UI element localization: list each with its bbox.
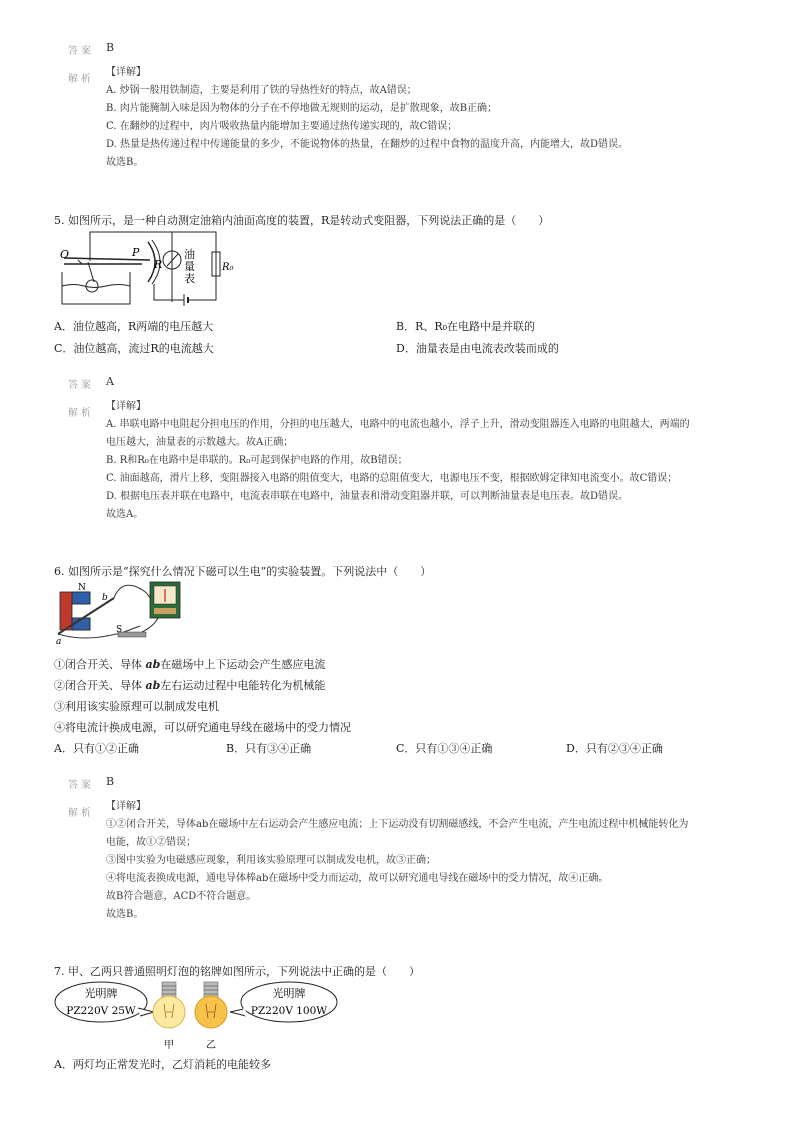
solution-line: D. 热量是热传递过程中传递能量的多少，不能说物体的热量，在翻炒的过程中食物的温度升高，内能增大，故D错误。 xyxy=(106,139,629,150)
induction-experiment-figure xyxy=(54,578,194,644)
label-O: O xyxy=(60,248,70,261)
option-C: C．只有①③④正确 xyxy=(396,742,493,755)
analysis-label: 解析 xyxy=(68,808,94,819)
bulb-jia xyxy=(153,982,185,1028)
label-P: P xyxy=(132,246,140,259)
label-R: R xyxy=(154,258,163,271)
bulb1-brand: 光明牌 xyxy=(84,987,118,1000)
option-B: B．只有③④正确 xyxy=(226,742,312,755)
bulb1-name: 甲 xyxy=(164,1040,174,1051)
option-A: A．两灯均正常发光时，乙灯消耗的电能较多 xyxy=(54,1058,271,1071)
solution-line: 电压越大，油量表的示数越大。故A正确； xyxy=(106,437,294,448)
answer-value: B xyxy=(106,775,115,788)
answer-label: 答案 xyxy=(68,46,94,57)
solution-line: 故B符合题意，ACD不符合题意。 xyxy=(106,891,257,902)
solution-line: ③图中实验为电磁感应现象，利用该实验原理可以制成发电机，故③正确； xyxy=(106,855,436,866)
solution-line: 故选B。 xyxy=(106,909,144,920)
statement-1: ①闭合开关、导体 ab在磁场中上下运动会产生感应电流 xyxy=(54,658,326,671)
option-D: D．油量表是由电流表改装而成的 xyxy=(396,342,559,355)
label-R0: R₀ xyxy=(222,262,234,273)
bulb2-spec: PZ220V 100W xyxy=(250,1005,328,1017)
bulb2-name: 乙 xyxy=(206,1040,216,1051)
meter-char-2: 量 xyxy=(184,260,195,273)
question-stem: 5. 如图所示，是一种自动测定油箱内油面高度的装置，R是转动式变阻器，下列说法正确的是（ ） xyxy=(54,214,550,227)
solution-line: C. 在翻炒的过程中，肉片吸收热量内能增加主要通过热传递实现的，故C错误； xyxy=(106,121,458,132)
bulb-nameplates-figure xyxy=(54,978,344,1054)
solution-line: ①②闭合开关，导体ab在磁场中左右运动会产生感应电流；上下运动没有切割磁感线，不会产生电流，产生电流过程中机械能转化为 xyxy=(106,819,689,830)
label-a: a xyxy=(56,637,62,644)
answer-value: A xyxy=(106,375,114,388)
detail-heading: 【详解】 xyxy=(106,401,146,412)
label-b: b xyxy=(102,593,108,603)
option-C: C．油位越高，流过R的电流越大 xyxy=(54,342,214,355)
answer-label: 答案 xyxy=(68,780,94,791)
analysis-label: 解析 xyxy=(68,74,94,85)
answer-label: 答案 xyxy=(68,380,94,391)
solution-line: 故选A。 xyxy=(106,509,144,520)
option-A: A．只有①②正确 xyxy=(54,742,139,755)
label-N: N xyxy=(78,583,86,593)
meter-char-3: 表 xyxy=(184,272,195,285)
solution-line: ④将电流表换成电源，通电导体棒ab在磁场中受力而运动，故可以研究通电导线在磁场中的受力情况，故④正确。 xyxy=(106,873,609,884)
solution-line: D. 根据电压表并联在电路中，电流表串联在电路中，油量表和滑动变阻器并联，可以判断油量表是电压表。故D错误。 xyxy=(106,491,629,502)
statement-3: ③利用该实验原理可以制成发电机 xyxy=(54,700,219,713)
statement-2: ②闭合开关、导体 ab左右运动过程中电能转化为机械能 xyxy=(54,679,326,692)
solution-block xyxy=(106,798,688,924)
solution-line: B. 肉片能腌制入味是因为物体的分子在不停地做无规则的运动，是扩散现象，故B正确； xyxy=(106,103,498,114)
solution-line: A. 串联电路中电阻起分担电压的作用，分担的电压越大，电路中的电流也越小，浮子上升，滑动变阻器连入电路的电阻越大，两端的 xyxy=(106,419,690,430)
answer-value: B xyxy=(106,41,115,54)
question-stem: 7. 甲、乙两只普通照明灯泡的铭牌如图所示，下列说法中正确的是（ ） xyxy=(54,965,420,978)
option-B: B．R、R₀在电路中是并联的 xyxy=(396,320,536,333)
option-D: D．只有②③④正确 xyxy=(566,742,663,755)
bulb-yi xyxy=(195,982,227,1028)
bulb2-brand: 光明牌 xyxy=(272,987,306,1000)
question-stem: 6. 如图所示是“探究什么情况下磁可以生电”的实验装置。下列说法中（ ） xyxy=(54,565,432,578)
meter-char-1: 油 xyxy=(184,248,195,261)
detail-heading: 【详解】 xyxy=(106,67,146,78)
solution-line: C. 油面越高，滑片上移，变阻器接入电路的阻值变大，电路的总阻值变大，电源电压不变，根据欧姆定律知电流变小。故C错误； xyxy=(106,473,678,484)
solution-line: B. R和R₀在电路中是串联的。R₀可起到保护电路的作用，故B错误； xyxy=(106,455,408,466)
solution-block xyxy=(106,64,628,172)
label-S: S xyxy=(116,625,123,635)
statement-4: ④将电流计换成电源，可以研究通电导线在磁场中的受力情况 xyxy=(54,721,351,734)
detail-heading: 【详解】 xyxy=(106,801,146,812)
solution-block xyxy=(106,398,690,524)
bulb1-spec: PZ220V 25W xyxy=(66,1005,136,1017)
solution-line: A. 炒锅一般用铁制造，主要是利用了铁的导热性好的特点，故A错误； xyxy=(106,85,417,96)
solution-line: 故选B。 xyxy=(106,157,144,168)
analysis-label: 解析 xyxy=(68,408,94,419)
solution-line: 电能，故①②错误； xyxy=(106,837,196,848)
option-A: A．油位越高，R两端的电压越大 xyxy=(54,320,214,333)
oil-tank-circuit-figure xyxy=(54,228,254,308)
